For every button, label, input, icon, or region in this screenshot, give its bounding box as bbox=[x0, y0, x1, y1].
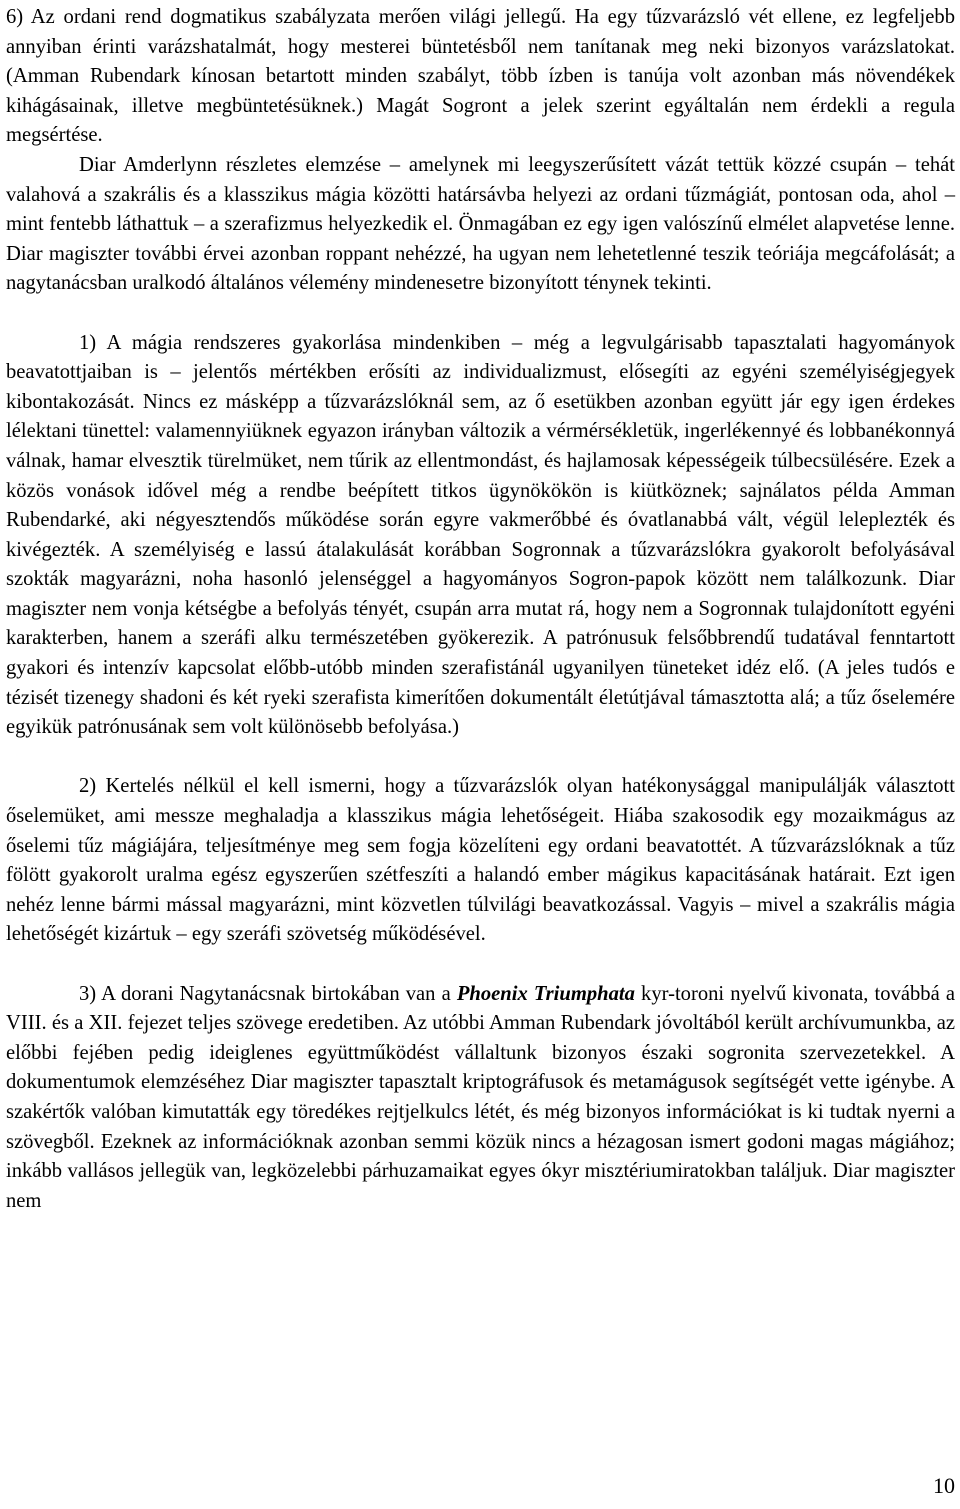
page-number: 10 bbox=[933, 1473, 955, 1498]
paragraph-point-3-start: 3) A dorani Nagytanácsnak birtokában van a bbox=[79, 982, 457, 1005]
paragraph-amderlynn-analysis: Diar Amderlynn részletes elemzése – amelynek mi leegyszerűsített vázát tettük közzé csupán – tehát valahová a szakrális és a klasszikus mágia közötti határsávba helyezi az ordani tűzmágiát, pontosan oda, ahol – mint fentebb láthattuk – a szerafizmus helyezkedik el. Önmagában ez egy igen valószínű elmélet alapvetése lenne. Diar magiszter további érvei azonban roppant nehézzé, ha ugyan nem lehetetlenné teszik teóriája megcáfolását; a nagytanácsban uralkodó általános vélemény mindenesetre bizonyított ténynek tekinti. bbox=[6, 153, 955, 295]
paragraph-point-3 bbox=[6, 980, 955, 1217]
paragraph-point-1: 1) A mágia rendszeres gyakorlása mindenkiben – még a legvulgárisabb tapasztalati hagyományok beavatottjaiban is – jelentős mértékben erősíti az individualizmust, elősegíti az egyéni személyiségjegyek kibontakozását. Nincs ez másképp a tűzvarázslóknál sem, az ő esetükben azonban együtt jár egy igen érdekes lélektani tünettel: valamennyiüknek egyazon irányban változik a vérmérsékletük, ingerlékennyé és lobbanékonnyá válnak, hamar elvesztik türelmüket, nem tűrik az ellentmondást, és hajlamosak képességeik túlbecsülésére. Ezek a közös vonások idővel még a rendbe beépített titkos ügynökökön is kiütköznek; sajnálatos példa Amman Rubendarké, aki négyesztendős működése során egyre vakmerőbbé és óvatlanabbá vált, végül leleplezték és kivégezték. A személyiség e lassú átalakulását korábban Sogronnak a tűzvarázslókra gyakorolt befolyásával szokták magyarázni, noha hasonló jelenséggel a hagyományos Sogron-papok között nem találkozunk. Diar magiszter nem vonja kétségbe a befolyás tényét, csupán arra mutat rá, hogy nem a Sogronnak tulajdonított egyéni karakterben, hanem a szeráfi alku természetében gyökerezik. A patrónusuk felsőbbrendű tudatával fenntartott gyakori és intenzív kapcsolat előbb-utóbb minden szerafistánál ugyanilyen tüneteket idéz elő. (A jeles tudós e tézisét tizenegy shadoni és két ryeki szerafista kimerítően dokumentált életútjával támasztotta alá; a tűz őselemére egyikük patrónusának sem volt különösebb befolyása.) bbox=[6, 331, 955, 739]
book-title-phoenix-triumphata: Phoenix Triumphata bbox=[456, 982, 635, 1005]
paragraph-point-2: 2) Kertelés nélkül el kell ismerni, hogy a tűzvarázslók olyan hatékonysággal manipulálják választott őselemüket, ami messze meghaladja a klasszikus mágia lehetőségeit. Hiába szakosodik egy mozaikmágus az őselemi tűz mágiájára, teljesítménye meg sem fogja közelíteni egy ordani beavatottét. A tűzvarázslóknak a tűz fölött gyakorolt uralma egész egyszerűen szétfeszíti a halandó ember mágikus kapacitásának határait. Ezt igen nehéz lenne bármi mással magyarázni, mint közvetlen túlvilági beavatkozással. Vagyis – mivel a szakrális mágia lehetőségét kizártuk – egy szeráfi szövetség működésével. bbox=[6, 775, 955, 946]
paragraph-rule-6: 6) Az ordani rend dogmatikus szabályzata merően világi jellegű. Ha egy tűzvarázsló vét ellene, ez legfeljebb annyiban érinti varázshatalmát, hogy mesterei büntetésből nem tanítanak meg neki bizonyos varázslatokat. (Amman Rubendark kínosan betartott minden szabályt, több ízben is tanúja volt azonban más növendékek kihágásainak, illetve megbüntetésüknek.) Magát Sogront a jelek szerint egyáltalán nem érdekli a regula megsértése. bbox=[6, 6, 955, 147]
document-page bbox=[6, 3, 955, 1216]
paragraph-point-3-rest: kyr-toroni nyelvű kivonata, továbbá a VIII. és a XII. fejezet teljes szövege eredetiben. Az utóbbi Amman Rubendark jóvoltából került archívumunkba, az előbbi fejében pedig ideiglenes együttműködést vállaltunk bizonyos északi sogronita szervezetekkel. A dokumentumok elemzéséhez Diar magiszter tapasztalt kriptográfusok és metamágusok segítségét vette igénybe. A szakértők valóban kimutatták egy töredékes rejtjelkulcs létét, és még bizonyos információkat is ki tudtak nyerni a szövegből. Ezeknek az információknak azonban semmi közük nincs a hézagosan ismert godoni magas mágiához; inkább vallásos jellegük van, legközelebbi párhuzamaikat egyes ókyr misztériumiratokban találjuk. Diar magiszter nem bbox=[6, 982, 955, 1212]
